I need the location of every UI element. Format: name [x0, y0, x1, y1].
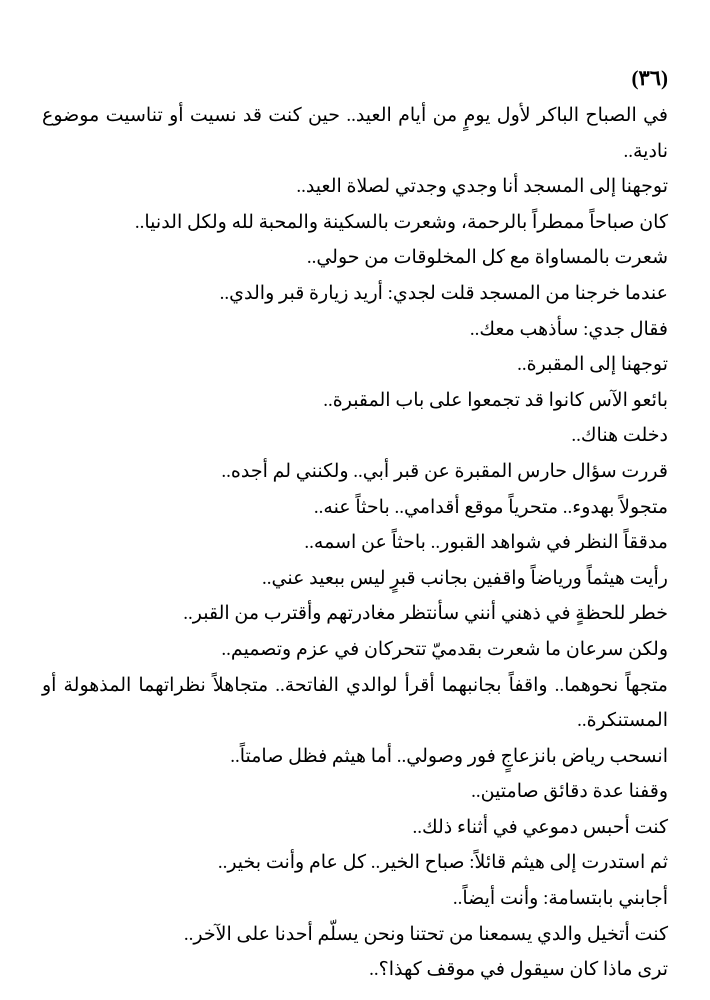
paragraph: شعرت بالمساواة مع كل المخلوقات من حولي.. — [306, 247, 668, 269]
paragraph: أجابني بابتسامة: وأنت أيضاً.. — [452, 888, 668, 910]
paragraph: متجهاً نحوهما.. واقفاً بجانبهما أقرأ لوالدي الفاتحة.. متجاهلاً نظراتهما المذهولة أو المستنكرة.. — [42, 674, 668, 732]
paragraph: عندما خرجنا من المسجد قلت لجدي: أريد زيارة قبر والدي.. — [219, 282, 668, 304]
paragraph: وقفنا عدة دقائق صامتين.. — [471, 781, 668, 803]
paragraph: مدققاً النظر في شواهد القبور.. باحثاً عن اسمه.. — [304, 532, 668, 554]
paragraph: ترى ماذا كان سيقول في موقف كهذا؟.. — [369, 959, 668, 981]
paragraph: فقال جدي: سأذهب معك.. — [469, 318, 668, 340]
paragraph: في الصباح الباكر لأول يومٍ من أيام العيد.. حين كنت قد نسيت أو تناسيت موضوع نادية.. — [42, 105, 668, 162]
paragraph: توجهنا إلى المقبرة.. — [517, 354, 668, 376]
body-text — [42, 98, 668, 988]
page-number: (٣٦) — [631, 66, 668, 90]
paragraph: قررت سؤال حارس المقبرة عن قبر أبي.. ولكنني لم أجده.. — [221, 460, 668, 482]
paragraph: انسحب رياض بانزعاجٍ فور وصولي.. أما هيثم فظل صامتاً.. — [230, 745, 668, 767]
paragraph: ولكن سرعان ما شعرت بقدميّ تتحركان في عزم وتصميم.. — [221, 638, 668, 660]
paragraph: كنت أتخيل والدي يسمعنا من تحتنا ونحن يسلّم أحدنا على الآخر.. — [183, 923, 668, 945]
paragraph: ثم استدرت إلى هيثم قائلاً: صباح الخير.. كل عام وأنت بخير.. — [217, 852, 668, 874]
paragraph: دخلت هناك.. — [571, 425, 668, 447]
paragraph: رأيت هيثماً ورياضاً واقفين بجانب قبرٍ ليس ببعيد عني.. — [262, 567, 668, 589]
paragraph: متجولاً بهدوء.. متحرياً موقع أقدامي.. باحثاً عنه.. — [313, 496, 668, 518]
paragraph: خطر للحظةٍ في ذهني أنني سأنتظر مغادرتهم وأقترب من القبر.. — [183, 603, 668, 625]
paragraph: توجهنا إلى المسجد أنا وجدي وجدتي لصلاة العيد.. — [296, 176, 668, 198]
paragraph: كان صباحاً ممطراً بالرحمة، وشعرت بالسكينة والمحبة لله ولكل الدنيا.. — [134, 211, 668, 233]
paragraph: بائعو الآس كانوا قد تجمعوا على باب المقبرة.. — [323, 389, 668, 411]
paragraph: كنت أحبس دموعي في أثناء ذلك.. — [412, 816, 668, 838]
